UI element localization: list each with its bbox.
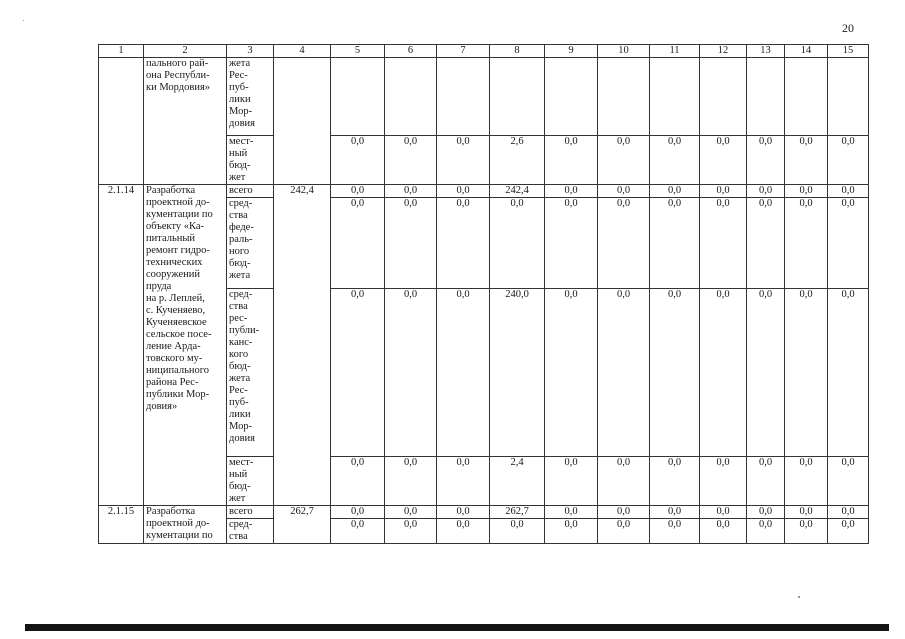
year-value-cell — [650, 58, 700, 136]
year-value-cell: 0,0 — [785, 136, 828, 185]
year-value-cell: 0,0 — [828, 136, 869, 185]
year-value-cell: 0,0 — [598, 519, 650, 544]
year-value-cell: 0,0 — [545, 289, 598, 457]
year-value-cell: 0,0 — [490, 519, 545, 544]
funding-source-cell: всего — [227, 185, 274, 198]
year-value-cell — [545, 58, 598, 136]
year-value-cell: 0,0 — [331, 198, 385, 289]
page-number: 20 — [842, 21, 854, 35]
year-value-cell: 0,0 — [785, 457, 828, 506]
budget-table — [98, 44, 869, 544]
year-value-cell: 0,0 — [828, 289, 869, 457]
year-value-cell: 0,0 — [650, 198, 700, 289]
year-value-cell: 0,0 — [437, 185, 490, 198]
year-value-cell: 0,0 — [785, 198, 828, 289]
funding-source-cell: мест- ный бюд- жет — [227, 457, 274, 506]
year-value-cell: 0,0 — [598, 198, 650, 289]
year-value-cell: 0,0 — [385, 136, 437, 185]
total-cell: 262,7 — [274, 506, 331, 544]
year-value-cell: 0,0 — [700, 457, 747, 506]
funding-source-cell: жета Рес- пуб- лики Мор- довия — [227, 58, 274, 136]
year-value-cell: 0,0 — [747, 136, 785, 185]
year-value-cell: 0,0 — [437, 506, 490, 519]
year-value-cell: 0,0 — [437, 519, 490, 544]
year-value-cell — [828, 58, 869, 136]
year-value-cell: 0,0 — [598, 506, 650, 519]
year-value-cell: 0,0 — [747, 289, 785, 457]
year-value-cell: 0,0 — [747, 198, 785, 289]
year-value-cell: 0,0 — [545, 136, 598, 185]
year-value-cell: 0,0 — [785, 185, 828, 198]
column-header: 10 — [598, 45, 650, 58]
year-value-cell: 0,0 — [385, 457, 437, 506]
column-header: 13 — [747, 45, 785, 58]
item-name-cell: пального рай- она Республи- ки Мордовия» — [144, 58, 227, 185]
scan-edge-bar — [25, 624, 889, 631]
year-value-cell: 0,0 — [385, 519, 437, 544]
year-value-cell: 0,0 — [700, 519, 747, 544]
year-value-cell: 0,0 — [828, 506, 869, 519]
item-number-cell — [99, 58, 144, 185]
scan-speck — [23, 20, 24, 21]
year-value-cell: 0,0 — [700, 198, 747, 289]
item-number-cell: 2.1.14 — [99, 185, 144, 506]
year-value-cell: 0,0 — [437, 136, 490, 185]
year-value-cell: 0,0 — [650, 519, 700, 544]
year-value-cell — [437, 58, 490, 136]
column-header: 11 — [650, 45, 700, 58]
year-value-cell: 0,0 — [747, 185, 785, 198]
year-value-cell: 0,0 — [650, 289, 700, 457]
year-value-cell: 0,0 — [437, 457, 490, 506]
column-header: 15 — [828, 45, 869, 58]
column-header: 9 — [545, 45, 598, 58]
year-value-cell: 0,0 — [545, 185, 598, 198]
total-cell — [274, 58, 331, 185]
table-body — [99, 45, 869, 544]
column-header: 5 — [331, 45, 385, 58]
year-value-cell: 0,0 — [700, 185, 747, 198]
column-header: 1 — [99, 45, 144, 58]
year-value-cell: 0,0 — [385, 185, 437, 198]
table-row — [99, 58, 869, 136]
year-value-cell: 240,0 — [490, 289, 545, 457]
column-header: 3 — [227, 45, 274, 58]
column-header: 6 — [385, 45, 437, 58]
year-value-cell: 0,0 — [331, 136, 385, 185]
year-value-cell: 0,0 — [331, 289, 385, 457]
total-cell: 242,4 — [274, 185, 331, 506]
year-value-cell: 0,0 — [331, 506, 385, 519]
year-value-cell: 0,0 — [545, 506, 598, 519]
column-header: 7 — [437, 45, 490, 58]
column-header: 14 — [785, 45, 828, 58]
header-row — [99, 45, 869, 58]
year-value-cell: 0,0 — [700, 289, 747, 457]
year-value-cell — [785, 58, 828, 136]
year-value-cell: 0,0 — [598, 289, 650, 457]
year-value-cell: 0,0 — [785, 506, 828, 519]
scan-speck — [798, 596, 800, 598]
year-value-cell: 0,0 — [650, 185, 700, 198]
column-header: 4 — [274, 45, 331, 58]
table-row — [99, 506, 869, 519]
year-value-cell: 0,0 — [650, 457, 700, 506]
column-header: 8 — [490, 45, 545, 58]
year-value-cell — [331, 58, 385, 136]
year-value-cell: 0,0 — [385, 506, 437, 519]
year-value-cell: 0,0 — [828, 519, 869, 544]
funding-source-cell: сред- ства феде- раль- ного бюд- жета — [227, 198, 274, 289]
year-value-cell: 0,0 — [700, 136, 747, 185]
year-value-cell: 0,0 — [545, 198, 598, 289]
year-value-cell: 242,4 — [490, 185, 545, 198]
year-value-cell: 0,0 — [785, 289, 828, 457]
funding-source-cell: сред- ства рес- публи- канс- кого бюд- жета Рес- пуб- лики Мор- довия — [227, 289, 274, 457]
item-name-cell: Разработка проектной до- кументации по — [144, 506, 227, 544]
year-value-cell: 0,0 — [785, 519, 828, 544]
year-value-cell: 0,0 — [437, 289, 490, 457]
year-value-cell — [490, 58, 545, 136]
year-value-cell: 0,0 — [700, 506, 747, 519]
year-value-cell: 0,0 — [598, 457, 650, 506]
year-value-cell: 0,0 — [650, 506, 700, 519]
year-value-cell: 0,0 — [650, 136, 700, 185]
year-value-cell: 0,0 — [385, 198, 437, 289]
year-value-cell: 0,0 — [828, 457, 869, 506]
year-value-cell: 0,0 — [331, 519, 385, 544]
year-value-cell — [700, 58, 747, 136]
year-value-cell: 2,6 — [490, 136, 545, 185]
funding-source-cell: всего — [227, 506, 274, 519]
funding-source-cell: мест- ный бюд- жет — [227, 136, 274, 185]
year-value-cell: 0,0 — [747, 457, 785, 506]
year-value-cell: 0,0 — [545, 519, 598, 544]
year-value-cell: 0,0 — [598, 185, 650, 198]
item-number-cell: 2.1.15 — [99, 506, 144, 544]
table-row — [99, 185, 869, 198]
item-name-cell: Разработка проектной до- кументации по объекту «Ка- питальный ремонт гидро- технических сооружений пруда на р. Леплей, с. Кученяево, Кученяевское сельское посе- ление Арда- товского му- ниципального района Рес- публики Мор- довия» — [144, 185, 227, 506]
year-value-cell — [598, 58, 650, 136]
year-value-cell — [747, 58, 785, 136]
column-header: 12 — [700, 45, 747, 58]
year-value-cell: 262,7 — [490, 506, 545, 519]
year-value-cell: 0,0 — [331, 457, 385, 506]
year-value-cell: 0,0 — [385, 289, 437, 457]
year-value-cell: 0,0 — [490, 198, 545, 289]
year-value-cell: 0,0 — [331, 185, 385, 198]
year-value-cell: 0,0 — [828, 198, 869, 289]
year-value-cell: 0,0 — [747, 506, 785, 519]
year-value-cell: 0,0 — [598, 136, 650, 185]
year-value-cell: 0,0 — [747, 519, 785, 544]
column-header: 2 — [144, 45, 227, 58]
year-value-cell — [385, 58, 437, 136]
year-value-cell: 0,0 — [545, 457, 598, 506]
year-value-cell: 0,0 — [828, 185, 869, 198]
funding-source-cell: сред- ства — [227, 519, 274, 544]
year-value-cell: 0,0 — [437, 198, 490, 289]
year-value-cell: 2,4 — [490, 457, 545, 506]
